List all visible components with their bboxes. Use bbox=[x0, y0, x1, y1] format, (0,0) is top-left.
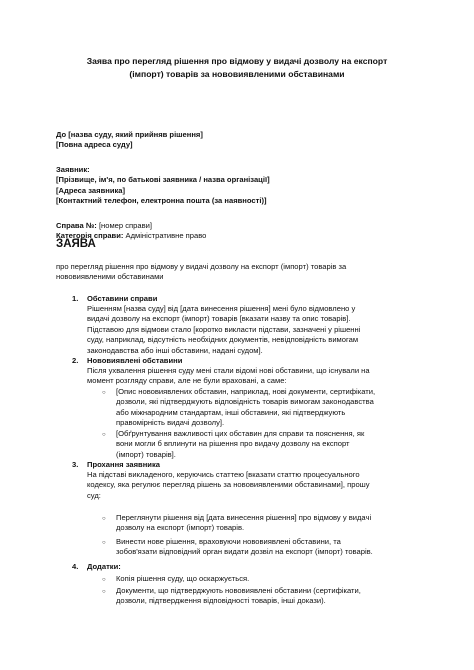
applicant-contacts: [Контактний телефон, електронна пошта (за наявності)] bbox=[56, 196, 267, 206]
list-item-line: дозволи, підтвердження відповідності товарів, інші докази). bbox=[116, 596, 326, 606]
applicant-block bbox=[56, 165, 436, 207]
list-item-line: вони могли б вплинути на рішення про видачу дозволу на експорт bbox=[116, 439, 350, 449]
list-item bbox=[116, 537, 406, 558]
paragraph-line: момент розгляду справи, але не були враховані, а саме: bbox=[87, 376, 287, 386]
list-item-line: правомірність видачі дозволу]. bbox=[116, 418, 225, 428]
case-category-row bbox=[56, 231, 436, 241]
paragraph-line: суду, наприклад, відсутність необхідних документів, невідповідність вимогам bbox=[87, 335, 359, 345]
section-title: Нововиявлені обставини bbox=[87, 356, 183, 365]
bullet-circle-icon: ○ bbox=[102, 589, 106, 595]
paragraph-line: законодавства або інші обставини, надані судом]. bbox=[87, 345, 263, 355]
title-line: Заява про перегляд рішення про відмову у видачі дозволу на експорт bbox=[86, 56, 388, 66]
applicant-name: [Прізвище, ім'я, по батькові заявника / назва організації] bbox=[56, 175, 270, 185]
statement-heading: ЗАЯВА bbox=[56, 238, 96, 250]
list-item-line: або міжнародним стандартам, інші обставини, які підтверджують bbox=[116, 407, 346, 417]
section-title: Додатки: bbox=[87, 562, 121, 571]
list-item bbox=[116, 586, 406, 607]
section-title: Обставини справи bbox=[87, 294, 158, 303]
paragraph-line: кодексу, яка регулює перегляд рішень за нововиявленими обставинами], прошу bbox=[87, 480, 370, 490]
bullet-circle-icon: ○ bbox=[102, 432, 106, 438]
section-paragraph bbox=[87, 304, 407, 356]
paragraph-line: На підставі викладеного, керуючись статтею [вказати статтю процесуального bbox=[87, 470, 360, 479]
section-number: 4. bbox=[72, 562, 79, 571]
list-item-line: Винести нове рішення, враховуючи нововиявлені обставини, та bbox=[116, 537, 341, 546]
section-number: 2. bbox=[72, 356, 79, 365]
section-number: 3. bbox=[72, 460, 79, 469]
section-number: 1. bbox=[72, 294, 79, 303]
paragraph-line: Після ухвалення рішення суду мені стали відомі нові обставини, що існували на bbox=[87, 366, 370, 375]
list-item bbox=[116, 429, 406, 460]
list-item-line: Переглянути рішення від [дата винесення рішення] про відмову у видачі bbox=[116, 513, 372, 522]
bullet-circle-icon: ○ bbox=[102, 577, 106, 583]
intro-text bbox=[56, 262, 436, 283]
list-item-line: Документи, що підтверджують нововиявлені обставини (сертифікати, bbox=[116, 586, 361, 595]
applicant-address: [Адреса заявника] bbox=[56, 185, 126, 195]
list-item-line: дозволи, які підтверджують відповідність товарів вимогам законодавства bbox=[116, 397, 374, 407]
list-item-line: Копія рішення суду, що оскаржується. bbox=[116, 574, 250, 583]
bullet-circle-icon: ○ bbox=[102, 516, 106, 522]
title-line: (імпорт) товарів за нововиявленими обставинами bbox=[129, 68, 345, 79]
case-category-value: Адміністративне право bbox=[123, 231, 207, 241]
section-title: Прохання заявника bbox=[87, 460, 160, 469]
case-number-value: [номер справи] bbox=[96, 221, 152, 230]
paragraph-line: суд: bbox=[87, 490, 101, 500]
document-title bbox=[40, 55, 434, 80]
intro-line: нововиявленими обставинами bbox=[56, 272, 164, 282]
list-item-line: зобов'язати відповідний орган видати дозвіл на експорт (імпорт) товарів. bbox=[116, 547, 373, 557]
court-address: [Повна адреса суду] bbox=[56, 140, 133, 150]
paragraph-line: видачі дозволу на експорт (імпорт) товарів [вказати назву та опис товарів]. bbox=[87, 314, 351, 324]
section-paragraph bbox=[87, 366, 407, 387]
bullet-circle-icon: ○ bbox=[102, 540, 106, 546]
list-item bbox=[116, 574, 406, 584]
applicant-label: Заявник: bbox=[56, 165, 90, 174]
court-block bbox=[56, 130, 436, 151]
bullet-circle-icon: ○ bbox=[102, 390, 106, 396]
list-item-line: [Опис нововиявлених обставин, наприклад, нові документи, сертифікати, bbox=[116, 387, 376, 396]
case-category-label: Категорія справи: bbox=[56, 231, 124, 241]
list-item bbox=[116, 513, 406, 534]
court-name: До [назва суду, який прийняв рішення] bbox=[56, 130, 203, 139]
paragraph-line: Рішенням [назва суду] від [дата винесення рішення] мені було відмовлено у bbox=[87, 304, 356, 313]
case-info bbox=[56, 221, 436, 242]
intro-line: про перегляд рішення про відмову у видачі дозволу на експорт (імпорт) товарів за bbox=[56, 262, 347, 271]
list-item-line: дозволу на експорт (імпорт) товарів. bbox=[116, 523, 245, 533]
list-item bbox=[116, 387, 406, 429]
case-number-label: Справа №: bbox=[56, 221, 97, 230]
list-item-line: (імпорт) товарів]. bbox=[116, 449, 176, 459]
paragraph-line: Підставою для відмови стало [коротко викласти підстави, зазначені у рішенні bbox=[87, 324, 361, 334]
section-paragraph bbox=[87, 470, 407, 501]
case-number-row bbox=[56, 221, 436, 231]
list-item-line: [Обґрунтування важливості цих обставин для справи та пояснення, як bbox=[116, 429, 365, 438]
